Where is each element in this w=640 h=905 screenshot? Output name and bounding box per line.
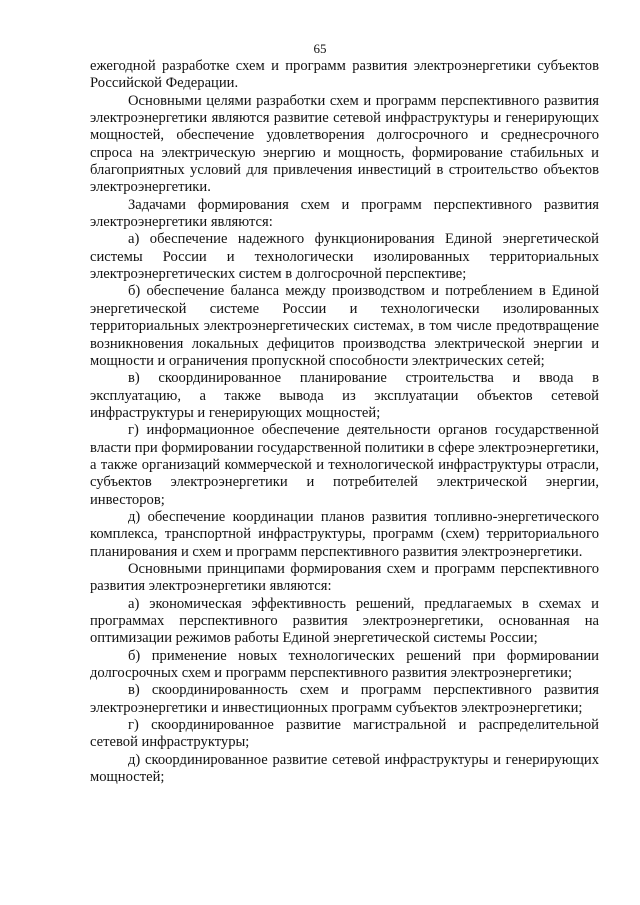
paragraph: Основными принципами формирования схем и программ перспективного развития электроэнергетики являются: — [90, 560, 599, 595]
list-item: б) обеспечение баланса между производством и потреблением в Единой энергетической системе России и технологически изолированных территориальных электроэнергетических системах, в том числе предотвращение возникновения локальных дефицитов производства электрической энергии и мощности и ограничения пропускной способности электрических сетей; — [90, 283, 599, 369]
list-item: г) скоординированное развитие магистральной и распределительной сетевой инфраструктуры; — [90, 717, 599, 751]
list-item: а) обеспечение надежного функционирования Единой энергетической системы России и технологически изолированных территориальных электроэнергетических систем в долгосрочной перспективе; — [90, 231, 599, 283]
list-item: г) информационное обеспечение деятельности органов государственной власти при формировании государственной политики в сфере электроэнергетики, а также организаций коммерческой и технологической инфраструктуры отрасли, субъектов электроэнергетики и потребителей электрической энергии, инвесторов; — [90, 422, 599, 508]
list-item: в) скоординированное планирование строительства и ввода в эксплуатацию, а также вывода из эксплуатации объектов сетевой инфраструктуры и генерирующих мощностей; — [90, 370, 599, 421]
list-item: д) скоординированное развитие сетевой инфраструктуры и генерирующих мощностей; — [90, 751, 599, 786]
list-item: б) применение новых технологических решений при формировании долгосрочных схем и программ перспективного развития электроэнергетики; — [90, 647, 599, 682]
page-number: 65 — [313, 41, 327, 56]
list-item: в) скоординированность схем и программ перспективного развития электроэнергетики и инвестиционных программ субъектов электроэнергетики; — [90, 682, 599, 716]
list-item: д) обеспечение координации планов развития топливно-энергетического комплекса, транспортной инфраструктуры, программ (схем) территориального планирования и схем и программ перспективного развития электроэнергетики. — [90, 508, 599, 560]
list-item: а) экономическая эффективность решений, предлагаемых в схемах и программах перспективного развития электроэнергетики, основанная на оптимизации режимов работы Единой энергетической системы России; — [90, 595, 599, 647]
paragraph: Основными целями разработки схем и программ перспективного развития электроэнергетики являются развитие сетевой инфраструктуры и генерирующих мощностей, обеспечение удовлетворения долгосрочного и среднесрочного спроса на электрическую энергию и мощность, формирование стабильных и благоприятных условий для привлечения инвестиций в строительство объектов электроэнергетики. — [90, 92, 599, 196]
body-text — [90, 58, 599, 786]
paragraph: ежегодной разработке схем и программ развития электроэнергетики субъектов Российской Федерации. — [90, 58, 599, 92]
paragraph: Задачами формирования схем и программ перспективного развития электроэнергетики являются: — [90, 196, 599, 231]
